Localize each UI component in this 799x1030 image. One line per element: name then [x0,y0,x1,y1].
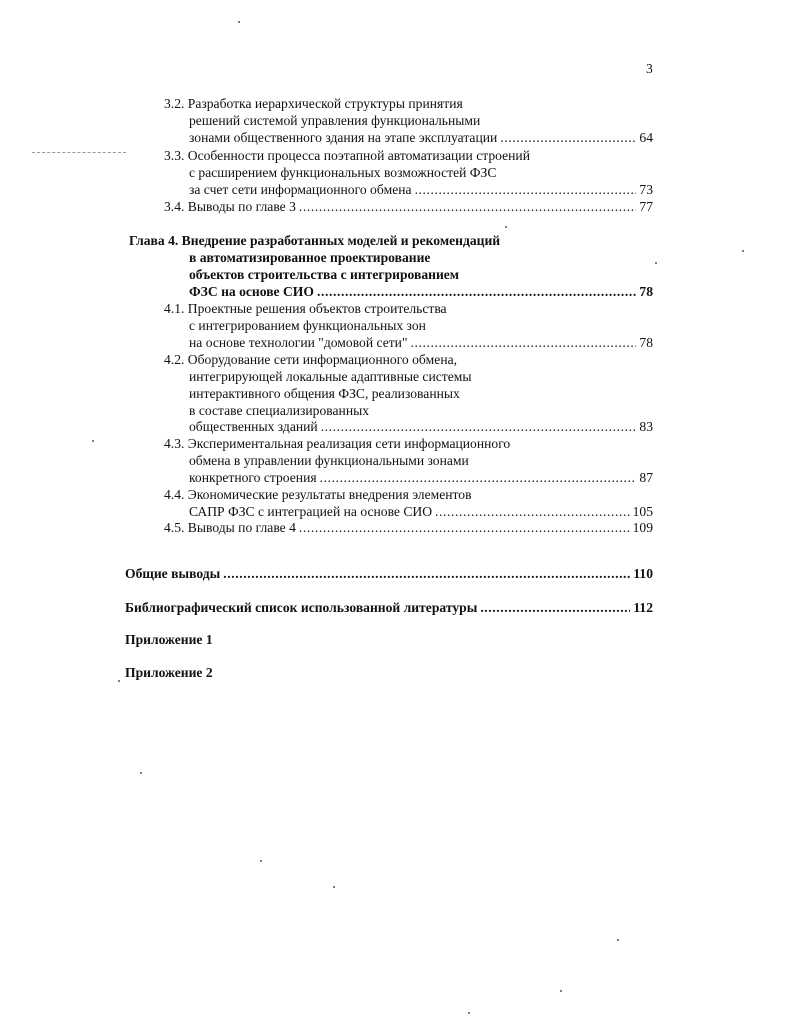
toc-appendix-2: Приложение 2 [125,665,213,680]
toc-chapter-4-line1: Глава 4. Внедрение разработанных моделей и рекомендаций [129,233,501,248]
toc-4-4-line2: САПР ФЗС с интеграцией на основе СИО [189,504,433,519]
toc-4-3-line3: конкретного строения [189,470,317,485]
scan-speck [118,680,120,682]
toc-3-3-line1: 3.3. Особенности процесса поэтапной автоматизации строений [164,148,530,163]
scan-speck [238,21,240,23]
toc-chapter-4-line4: ФЗС на основе СИО [189,284,314,299]
toc-4-2-entry [189,419,653,435]
toc-4-2-line4: в составе специализированных [189,403,370,418]
toc-general-conclusions: Общие выводы [125,566,221,581]
leader-dots [415,182,637,198]
toc-bibliography: Библиографический список использованной литературы [125,600,478,615]
toc-general-conclusions-entry [125,566,653,582]
toc-appendix-1: Приложение 1 [125,632,213,647]
toc-chapter-4-entry [189,284,653,300]
toc-4-2-line2: интегрирующей локальные адаптивные системы [189,369,472,384]
toc-4-2-line3: интерактивного общения ФЗС, реализованных [189,386,460,401]
toc-chapter-4-line2: в автоматизированное проектирование [189,250,431,265]
toc-bibliography-entry [125,600,653,616]
scan-speck [468,1012,470,1014]
toc-general-conclusions-page: 110 [633,566,653,581]
toc-4-2-line5: общественных зданий [189,419,318,434]
toc-4-2-page: 83 [639,419,653,434]
leader-dots [500,130,636,146]
scan-speck [505,226,507,228]
leader-dots [320,470,637,486]
leader-dots [317,284,636,300]
toc-bibliography-page: 112 [633,600,653,615]
toc-4-1-line2: с интегрированием функциональных зон [189,318,426,333]
scan-speck [140,772,142,774]
toc-4-5-entry [164,520,653,536]
toc-4-4-line1: 4.4. Экономические результаты внедрения элементов [164,487,472,502]
leader-dots [321,419,637,435]
toc-3-2-page: 64 [639,130,653,145]
scan-speck [560,990,562,992]
page-number: 3 [646,61,653,76]
toc-4-3-entry [189,470,653,486]
scan-artifact-dash [32,152,126,153]
toc-4-5-line1: 4.5. Выводы по главе 4 [164,520,296,535]
scan-speck [260,860,262,862]
scan-speck [655,262,657,264]
leader-dots [223,566,630,582]
toc-3-4-entry [164,199,653,215]
toc-4-4-page: 105 [632,504,653,519]
toc-3-2-entry [189,130,653,146]
toc-3-4-line1: 3.4. Выводы по главе 3 [164,199,296,214]
scan-speck [617,939,619,941]
toc-chapter-4-page: 78 [639,284,653,299]
toc-3-3-line3: за счет сети информационного обмена [189,182,412,197]
toc-4-1-entry [189,335,653,351]
toc-3-2-line3: зонами общественного здания на этапе эксплуатации [189,130,498,145]
leader-dots [411,335,637,351]
leader-dots [299,520,630,536]
toc-4-1-line1: 4.1. Проектные решения объектов строительства [164,301,447,316]
toc-4-1-line3: на основе технологии "домовой сети" [189,335,408,350]
leader-dots [299,199,636,215]
toc-4-1-page: 78 [639,335,653,350]
toc-4-3-line2: обмена в управлении функциональными зонами [189,453,469,468]
scan-speck [333,886,335,888]
leader-dots [480,600,630,616]
toc-3-2-line2: решений системой управления функциональными [189,113,481,128]
toc-3-3-entry [189,182,653,198]
toc-4-2-line1: 4.2. Оборудование сети информационного обмена, [164,352,458,367]
toc-4-5-page: 109 [632,520,653,535]
toc-3-4-page: 77 [639,199,653,214]
scan-speck [742,250,744,252]
toc-4-3-page: 87 [639,470,653,485]
scan-speck [92,440,94,442]
toc-3-3-line2: с расширением функциональных возможностей ФЗС [189,165,497,180]
toc-4-3-line1: 4.3. Экспериментальная реализация сети информационного [164,436,511,451]
leader-dots [435,504,630,520]
toc-chapter-4-line3: объектов строительства с интегрированием [189,267,460,282]
toc-4-4-entry [189,504,653,520]
toc-3-2-line1: 3.2. Разработка иерархической структуры принятия [164,96,463,111]
toc-3-3-page: 73 [639,182,653,197]
